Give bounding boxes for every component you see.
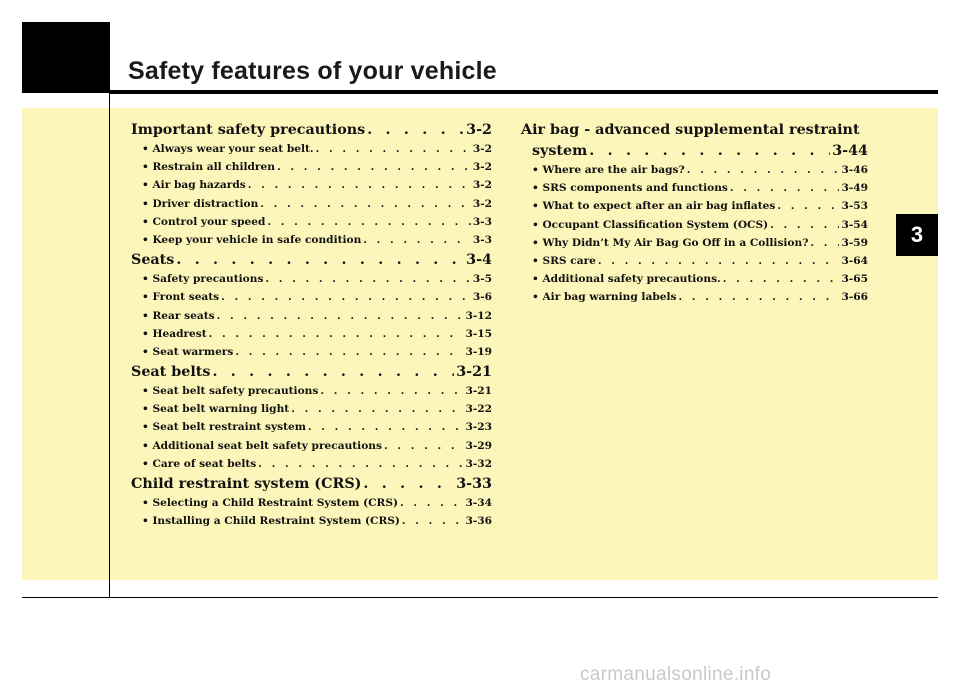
toc-page-number: 3-15 [465,327,492,340]
toc-item-label: • SRS components and functions [532,182,728,195]
toc-page-number: 3-64 [841,254,868,267]
toc-page-number: 3-66 [841,291,868,304]
toc-item-label: • Always wear your seat belt. [142,143,314,155]
toc-section-important-safety-precautions[interactable] [131,122,492,143]
toc-section-title: Seat belts [131,364,211,381]
leader-dots [678,291,839,303]
corner-block [22,22,109,93]
toc-item[interactable] [131,328,492,346]
toc-item-label: • Driver distraction [142,197,259,210]
toc-item[interactable] [131,515,492,533]
leader-dots [291,403,463,415]
toc-page-number: 3-59 [841,236,868,249]
toc-section-title: Seats [131,252,175,269]
toc-item[interactable] [131,291,492,309]
toc-item[interactable] [131,179,492,197]
toc-item[interactable] [521,182,868,200]
toc-section-seats[interactable] [131,252,492,273]
toc-page-number: 3-12 [465,309,492,322]
toc-page-number: 3-54 [841,218,868,231]
leader-dots [277,161,471,173]
leader-dots [723,273,840,285]
toc-right-column [521,122,868,310]
toc-page-number: 3-46 [841,164,868,176]
leader-dots [384,440,464,452]
toc-item-label: • Safety precautions [142,273,264,286]
toc-item-label: • Headrest [142,327,207,340]
leader-dots [320,385,463,397]
toc-item[interactable] [131,234,492,252]
toc-section-child-restraint-system[interactable] [131,476,492,497]
toc-item-label: • Air bag warning labels [532,291,677,304]
leader-dots [770,219,839,231]
toc-page-number: 3-36 [465,515,492,528]
leader-dots [402,515,464,527]
toc-item[interactable] [131,421,492,439]
leader-dots [316,143,471,155]
toc-page-number: 3-2 [472,197,492,210]
toc-item[interactable] [131,310,492,328]
toc-item[interactable] [521,273,868,291]
toc-section-title: Child restraint system (CRS) [131,476,362,492]
leader-dots [810,237,839,249]
chapter-tab[interactable]: 3 [896,214,938,256]
leader-dots [235,346,463,358]
toc-page-number: 3-23 [465,421,492,434]
toc-item-label: • Installing a Child Restraint System (CRS) [142,515,400,528]
leader-dots [265,273,470,285]
toc-item-label: • Care of seat belts [142,457,257,470]
toc-item[interactable] [521,219,868,237]
toc-item[interactable] [521,255,868,273]
leader-dots [400,497,464,509]
toc-item-label: • Occupant Classification System (OCS) [532,218,769,231]
title-rule [109,90,938,94]
toc-item[interactable] [521,200,868,218]
leader-dots [248,179,471,191]
toc-page-number: 3-5 [472,273,492,286]
toc-item-label: • Seat belt warning light [142,403,290,416]
toc-page-number: 3-65 [841,273,868,286]
toc-page-number: 3-3 [472,233,492,246]
toc-page-number: 3-53 [841,200,868,213]
toc-page-number: 3-4 [466,252,492,269]
leader-dots [217,310,464,322]
toc-item[interactable] [521,237,868,255]
toc-item-label: • Keep your vehicle in safe condition [142,233,362,246]
toc-item-label: • Seat warmers [142,345,234,358]
toc-section-title-line1[interactable]: Air bag - advanced supplemental restraint [521,122,860,138]
leader-dots [363,476,454,492]
toc-page-number: 3-6 [472,291,492,304]
toc-item-label: • Selecting a Child Restraint System (CRS) [142,497,398,509]
toc-page-number: 3-34 [465,497,492,509]
toc-page-number: 3-2 [472,143,492,155]
toc-left-column [131,122,492,533]
leader-dots [363,234,471,246]
toc-item-label: • SRS care [532,254,596,267]
toc-section-title: Important safety precautions [131,122,366,138]
toc-item[interactable] [131,403,492,421]
leader-dots [221,291,471,303]
toc-item[interactable] [131,273,492,291]
toc-item[interactable] [521,164,868,182]
bottom-divider [22,597,938,598]
toc-section-seat-belts[interactable] [131,364,492,385]
toc-item[interactable] [131,440,492,458]
leader-dots [687,164,840,176]
toc-item-label: • Control your speed [142,215,266,228]
toc-item-label: • Air bag hazards [142,179,246,192]
toc-section-title-line2: system [532,143,588,159]
toc-item[interactable] [131,161,492,179]
toc-item-label: • Seat belt safety precautions [142,385,319,398]
leader-dots [367,122,464,138]
toc-item-label: • Rear seats [142,309,215,322]
page-title: Safety features of your vehicle [128,57,497,85]
leader-dots [176,252,464,268]
leader-dots [209,328,464,340]
toc-item-label: • Additional seat belt safety precautions [142,439,382,452]
leader-dots [267,216,470,228]
toc-item-label: • Front seats [142,291,220,304]
toc-item[interactable] [131,385,492,403]
leader-dots [777,200,839,212]
toc-page-number: 3-3 [472,215,492,228]
leader-dots [260,198,471,210]
toc-page-number: 3-2 [466,122,492,138]
toc-item-label: • Why Didn’t My Air Bag Go Off in a Collision? [532,236,809,249]
toc-item-label: • Seat belt restraint system [142,421,306,434]
toc-page-number: 3-21 [465,385,492,398]
toc-item[interactable] [131,216,492,234]
leader-dots [212,364,454,380]
toc-page-number: 3-33 [456,476,492,492]
toc-page-number: 3-29 [465,439,492,452]
toc-page-number: 3-32 [465,457,492,470]
toc-item-label: • Additional safety precautions. [532,273,721,286]
toc-item[interactable] [131,143,492,161]
leader-dots [730,182,840,194]
leader-dots [598,255,840,267]
vertical-divider [109,22,110,598]
toc-page-number: 3-44 [832,143,868,159]
toc-item-label: • Restrain all children [142,161,275,174]
toc-item[interactable] [131,497,492,515]
toc-item[interactable] [131,346,492,364]
toc-item[interactable] [131,458,492,476]
toc-item[interactable] [521,291,868,309]
toc-page-number: 3-2 [472,161,492,174]
leader-dots [589,143,830,159]
toc-page-number: 3-21 [456,364,492,381]
toc-page-number: 3-2 [472,179,492,192]
toc-page-number: 3-49 [841,182,868,195]
toc-item-label: • What to expect after an air bag inflates [532,200,776,213]
toc-item-label: • Where are the air bags? [532,164,685,176]
leader-dots [308,421,464,433]
toc-page-number: 3-19 [465,345,492,358]
toc-page-number: 3-22 [465,403,492,416]
leader-dots [258,458,463,470]
toc-item[interactable] [131,198,492,216]
watermark: carmanualsonline.info [580,664,772,685]
toc-section-air-bag[interactable] [521,143,868,164]
